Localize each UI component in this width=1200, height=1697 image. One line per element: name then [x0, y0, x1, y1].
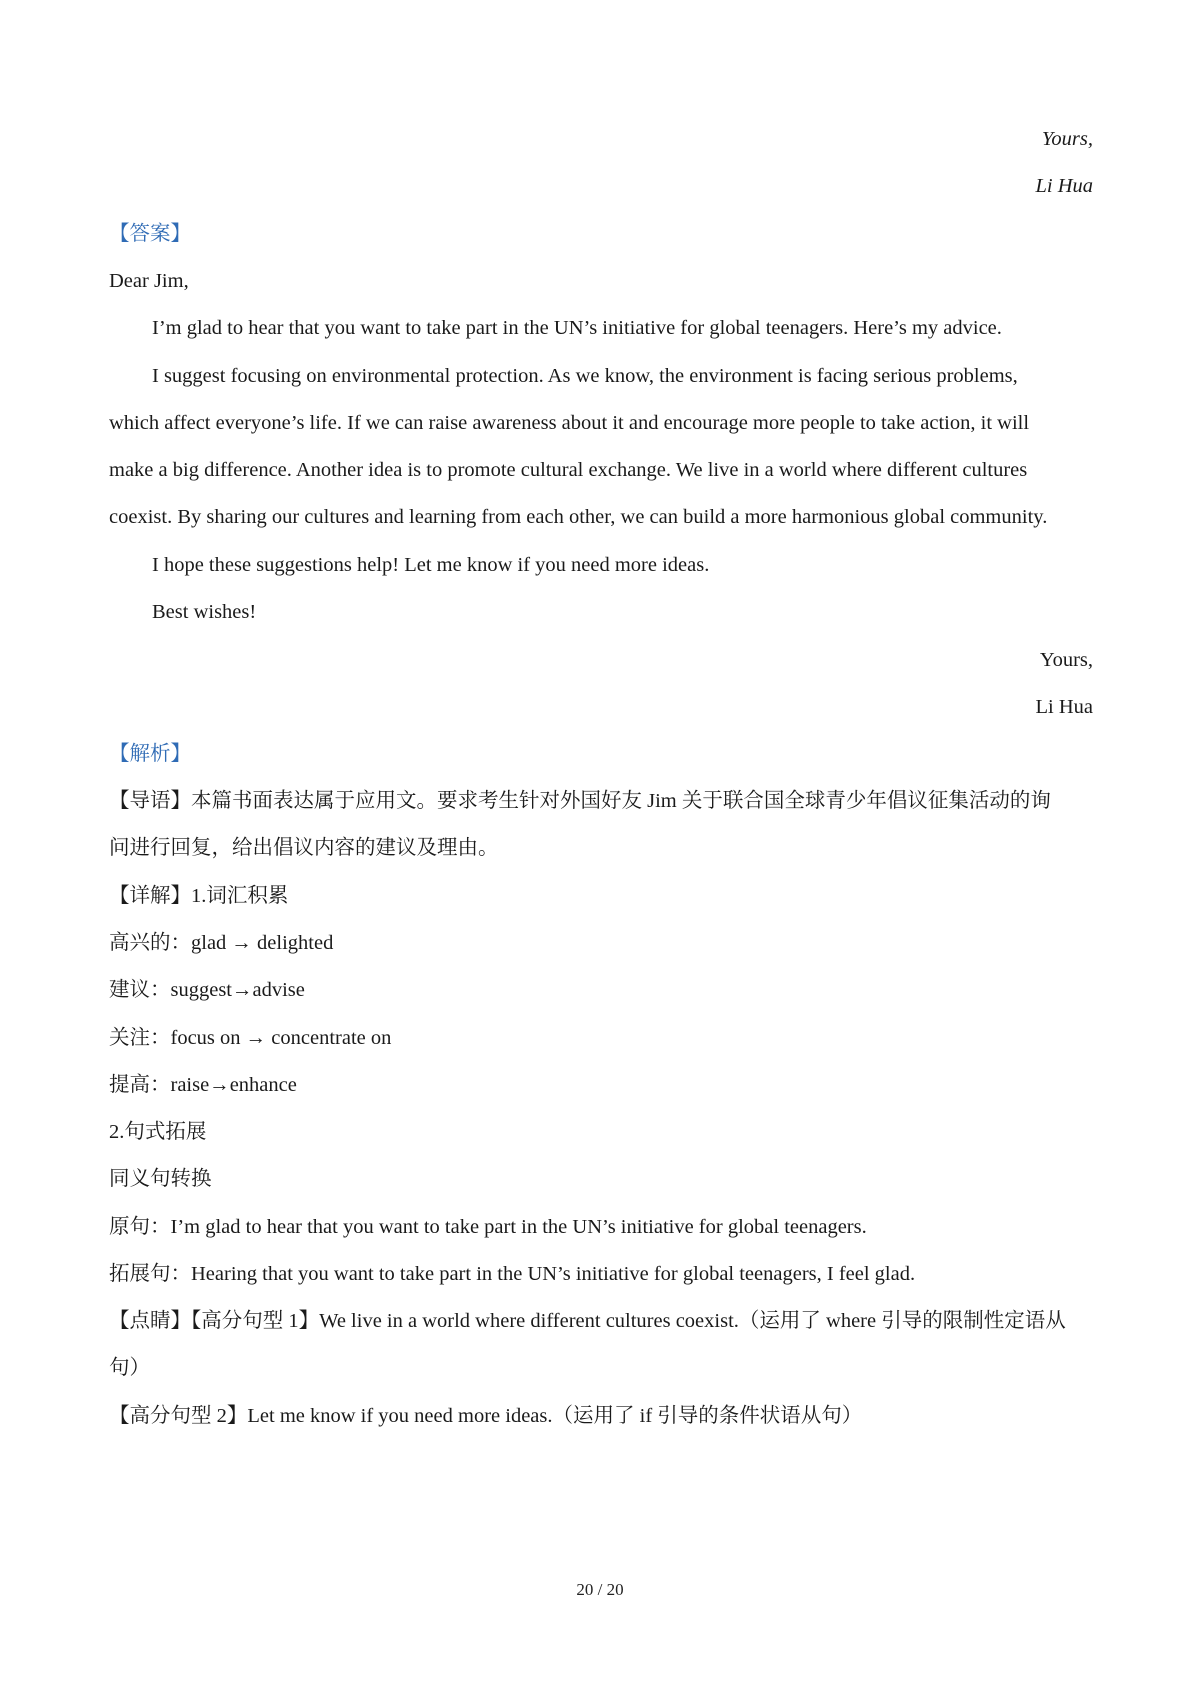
letter-closing: Yours, [1039, 649, 1093, 671]
analysis-heading: 【解析】 [109, 743, 191, 765]
prior-letter-signature: Li Hua [1035, 175, 1093, 197]
letter-paragraph-2-line-1: I suggest focusing on environmental protection. As we know, the environment is facing serious problems, [152, 365, 1018, 387]
vocab-item: 建议：suggest→advise [109, 979, 305, 1001]
letter-paragraph-2-line-4: coexist. By sharing our cultures and learning from each other, we can build a more harmonious global community. [109, 506, 1048, 528]
highlight-line-1: 【点睛】【高分句型 1】We live in a world where different cultures coexist.（运用了 where 引导的限制性定语从 [109, 1310, 1066, 1332]
highlight-line-2: 句） [109, 1357, 150, 1379]
letter-greeting: Dear Jim, [109, 270, 189, 292]
vocab-item: 关注：focus on → concentrate on [109, 1027, 392, 1049]
analysis-intro-line-2: 问进行回复，给出倡议内容的建议及理由。 [109, 837, 499, 859]
letter-paragraph-1: I’m glad to hear that you want to take part in the UN’s initiative for global teenagers. Here’s my advice. [152, 317, 1002, 339]
vocab-item: 高兴的：glad → delighted [109, 932, 334, 954]
original-sentence: 原句：I’m glad to hear that you want to take part in the UN’s initiative for global teenagers. [109, 1216, 867, 1238]
expanded-sentence: 拓展句：Hearing that you want to take part in the UN’s initiative for global teenagers, I feel glad. [109, 1263, 916, 1285]
vocab-item: 提高：raise→enhance [109, 1074, 297, 1096]
highlight-sentence-2: 【高分句型 2】Let me know if you need more ideas.（运用了 if 引导的条件状语从句） [109, 1405, 863, 1427]
letter-signature: Li Hua [1035, 696, 1093, 718]
answer-heading: 【答案】 [109, 223, 191, 245]
letter-paragraph-2-line-2: which affect everyone’s life. If we can raise awareness about it and encourage more people to take action, it will [109, 412, 1030, 434]
page-number: 20 / 20 [576, 1580, 624, 1599]
letter-paragraph-3: I hope these suggestions help! Let me know if you need more ideas. [152, 554, 710, 576]
letter-sign-off: Best wishes! [152, 601, 257, 623]
letter-paragraph-2-line-3: make a big difference. Another idea is to promote cultural exchange. We live in a world where different cultures [109, 459, 1028, 481]
sentence-heading: 2.句式拓展 [109, 1121, 207, 1143]
detail-heading: 【详解】1.词汇积累 [109, 885, 289, 907]
synonym-heading: 同义句转换 [109, 1168, 212, 1190]
prior-letter-closing: Yours, [1041, 128, 1093, 150]
analysis-intro-line-1: 【导语】本篇书面表达属于应用文。要求考生针对外国好友 Jim 关于联合国全球青少年倡议征集活动的询 [109, 790, 1051, 812]
